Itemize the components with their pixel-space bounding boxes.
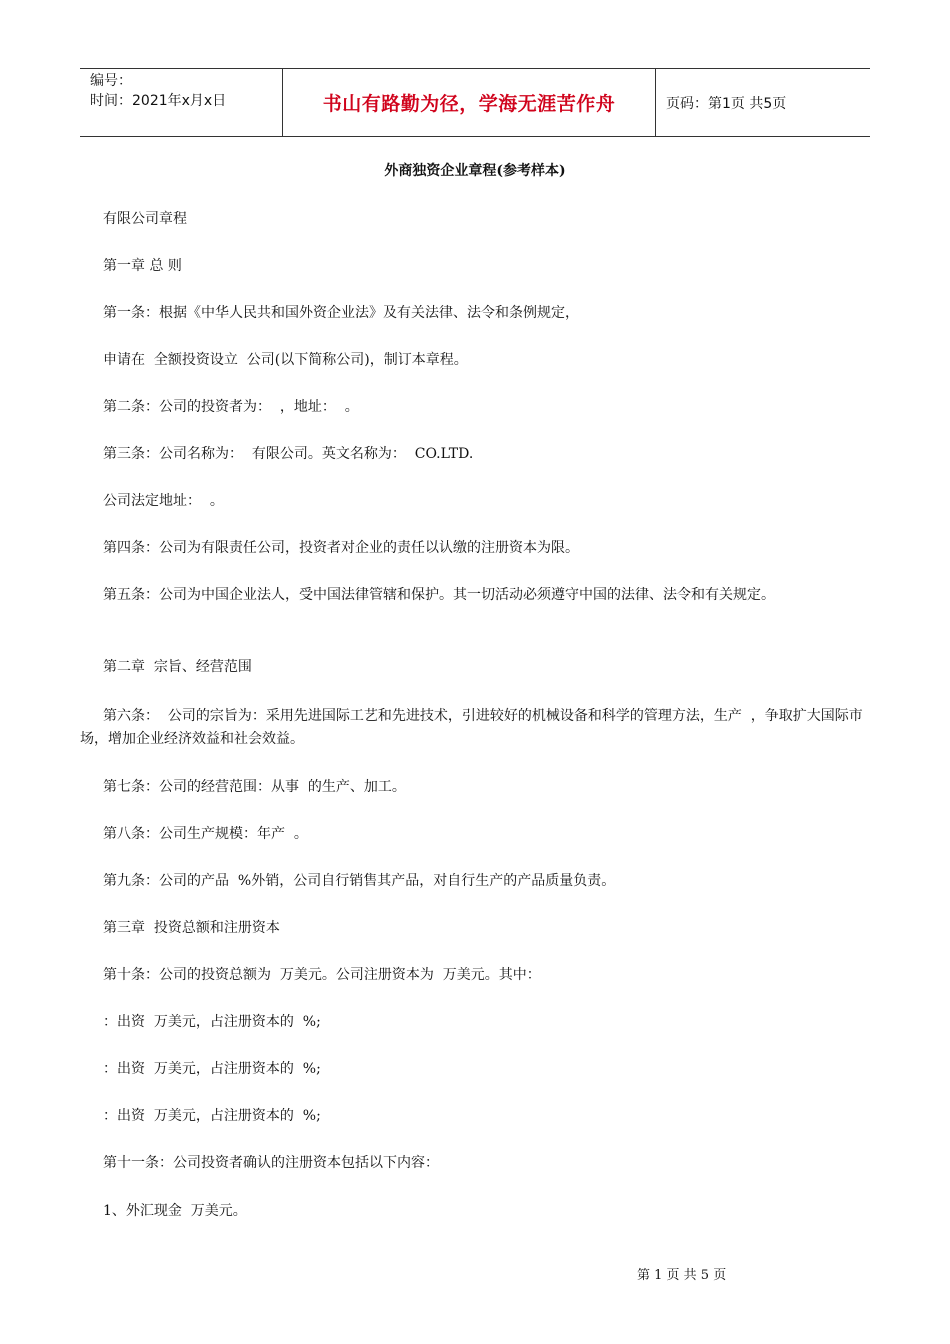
paragraph: 公司法定地址： 。 (103, 493, 224, 509)
list-item: ：出资 万美元，占注册资本的 %; (103, 1108, 321, 1124)
chapter-heading: 第三章 投资总额和注册资本 (103, 920, 280, 936)
chapter-heading: 第二章 宗旨、经营范围 (103, 659, 252, 675)
date-label: 时间：2021年x月x日 (90, 93, 227, 109)
paragraph: 第六条： 公司的宗旨为：采用先进国际工艺和先进技术，引进较好的机械设备和科学的管理方法，生产 ，争取扩大国际市场，增加企业经济效益和社会效益。 (80, 708, 863, 747)
paragraph: 第三条：公司名称为： 有限公司。英文名称为： CO.LTD. (103, 446, 474, 462)
paragraph: 第十条：公司的投资总额为 万美元。公司注册资本为 万美元。其中： (103, 967, 541, 983)
paragraph: 第七条：公司的经营范围：从事 的生产、加工。 (103, 779, 406, 795)
document-title: 外商独资企业章程(参考样本) (384, 163, 566, 179)
list-item: 1、外汇现金 万美元。 (103, 1203, 247, 1219)
paragraph: 第二条：公司的投资者为： ，地址： 。 (103, 399, 359, 415)
list-item: ：出资 万美元，占注册资本的 %; (103, 1014, 321, 1030)
header-motto: 书山有路勤为径，学海无涯苦作舟 (282, 69, 656, 136)
paragraph: 第十一条：公司投资者确认的注册资本包括以下内容： (103, 1155, 439, 1171)
page-header (80, 68, 870, 137)
paragraph: 第五条：公司为中国企业法人，受中国法律管辖和保护。其一切活动必须遵守中国的法律、法令和有关规定。 (103, 587, 775, 603)
chapter-heading: 第一章 总 则 (103, 258, 182, 274)
paragraph: 第八条：公司生产规模：年产 。 (103, 826, 308, 842)
paragraph: 第四条：公司为有限责任公司，投资者对企业的责任以认缴的注册资本为限。 (103, 540, 579, 556)
paragraph: 申请在 全额投资设立 公司(以下简称公司)，制订本章程。 (103, 352, 468, 368)
paragraph: 有限公司章程 (103, 211, 187, 227)
header-page-label: 页码：第1页 共5页 (666, 95, 787, 112)
code-label: 编号： (90, 73, 132, 89)
paragraph: 第一条：根据《中华人民共和国外资企业法》及有关法律、法令和条例规定， (103, 305, 579, 321)
paragraph: 第九条：公司的产品 %外销，公司自行销售其产品，对自行生产的产品质量负责。 (103, 873, 616, 889)
list-item: ：出资 万美元，占注册资本的 %; (103, 1061, 321, 1077)
page-footer: 第 1 页 共 5 页 (637, 1268, 727, 1283)
header-meta (80, 69, 282, 136)
